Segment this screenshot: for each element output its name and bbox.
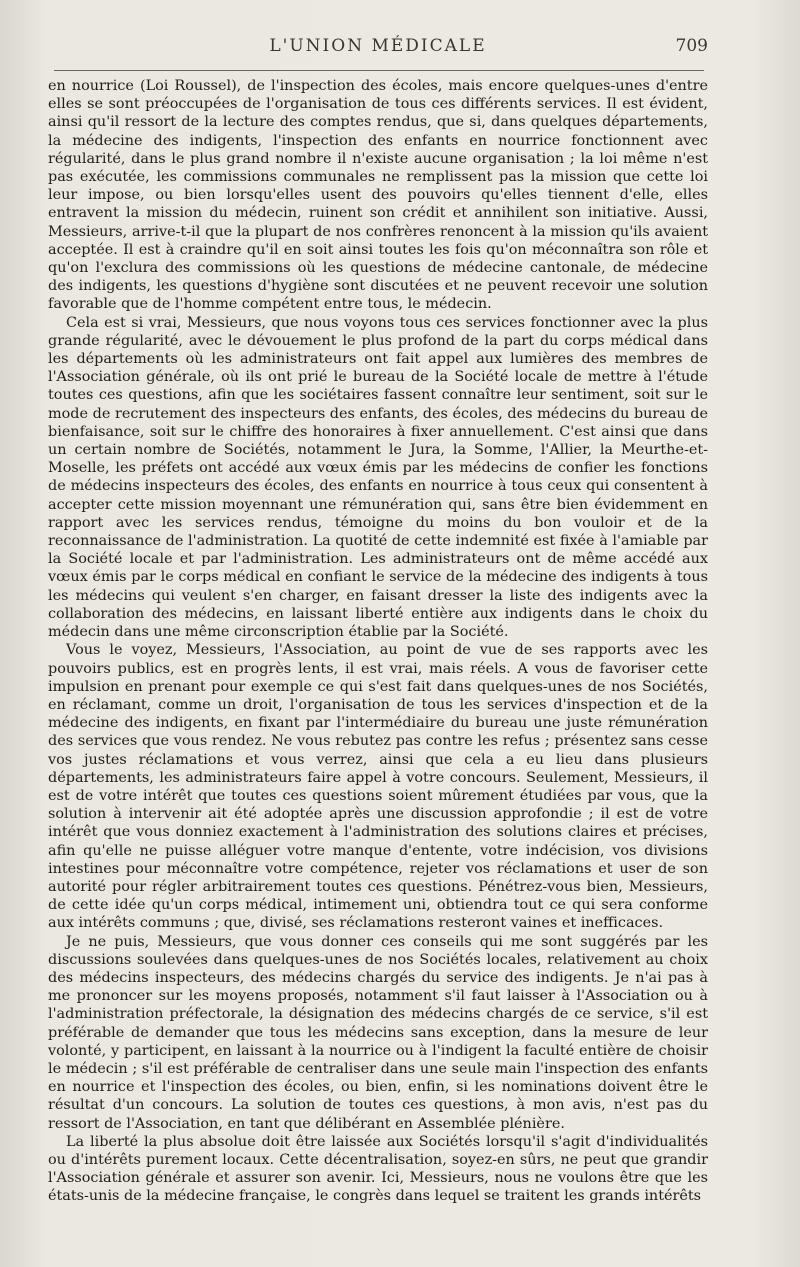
- paragraph-3: Vous le voyez, Messieurs, l'Association, au point de vue de ses rapports avec les pouvoirs publics, est en progrès lents, il est vrai, mais réels. A vous de favoriser cette impulsion en prenant pour exemple ce qui s'est fait dans quelques-unes de nos Sociétés, en réclamant, comme un droit, l'organisation de tous les services d'inspection et de la médecine des indigents, en fixant par l'intermédiaire du bureau une juste rémunération des services que vous rendez. Ne vous rebutez pas contre les refus ; présentez sans cesse vos justes réclamations et vous verrez, ainsi que cela a eu lieu dans plusieurs départements, les administrateurs faire appel à votre concours. Seulement, Messieurs, il est de votre intérêt que toutes ces questions soient mûrement étudiées par vous, que la solution à intervenir ait été adoptée après une discussion approfondie ; il est de votre intérêt que vous donniez exactement à l'administration des solutions claires et précises, afin qu'elle ne puisse alléguer votre manque d'entente, votre indécision, vos divisions intestines pour méconnaître votre compétence, rejeter vos réclamations et user de son autorité pour régler arbitrairement toutes ces questions. Pénétrez-vous bien, Messieurs, de cette idée qu'un corps médical, intimement uni, obtiendra tout ce qui sera conforme aux intérêts communs ; que, divisé, ses réclamations resteront vaines et inefficaces.: [48, 642, 708, 932]
- page-header: [48, 36, 708, 66]
- header-rule: [54, 70, 704, 71]
- paragraph-2: Cela est si vrai, Messieurs, que nous voyons tous ces services fonctionner avec la plus grande régularité, avec le dévouement le plus profond de la part du corps médical dans les départements où les administrateurs ont fait appel aux lumières des membres de l'Association générale, où ils ont prié le bureau de la Société locale de mettre à l'étude toutes ces questions, afin que les sociétaires fassent connaître leur sentiment, soit sur le mode de recrutement des inspecteurs des enfants, des écoles, des médecins du bureau de bienfaisance, soit sur le chiffre des honoraires à fixer annuellement. C'est ainsi que dans un certain nombre de Sociétés, notamment le Jura, la Somme, l'Allier, la Meurthe-et-Moselle, les préfets ont accédé aux vœux émis par les médecins de confier les fonctions de médecins inspecteurs des écoles, des enfants en nourrice à tous ceux qui consentent à accepter cette mission moyennant une rémunération qui, sans être bien évidemment en rapport avec les services rendus, témoigne du moins du bon vouloir et de la reconnaissance de l'administration. La quotité de cette indemnité est fixée à l'amiable par la Société locale et par l'administration. Les administrateurs ont de même accédé aux vœux émis par le corps médical en confiant le service de la médecine des indigents à tous les médecins qui veulent s'en charger, en faisant dresser la liste des indigents avec la collaboration des médecins, en laissant liberté entière aux indigents dans le choix du médecin dans une même circonscription établie par la Société.: [48, 314, 708, 641]
- running-title: L'UNION MÉDICALE: [269, 36, 487, 56]
- paragraph-4: Je ne puis, Messieurs, que vous donner ces conseils qui me sont suggérés par les discussions soulevées dans quelques-unes de nos Sociétés locales, relativement au choix des médecins inspecteurs, des médecins chargés du service des indigents. Je n'ai pas à me prononcer sur les moyens proposés, notamment s'il faut laisser à l'Association ou à l'administration préfectorale, la désignation des médecins chargés de ce service, s'il est préférable de demander que tous les médecins sans exception, dans la mesure de leur volonté, y participent, en laissant à la nourrice ou à l'indigent la faculté entière de choisir le médecin ; s'il est préférable de centraliser dans une seule main l'inspection des enfants en nourrice et l'inspection des écoles, ou bien, enfin, si les nominations doivent être le résultat d'un concours. La solution de toutes ces questions, à mon avis, n'est pas du ressort de l'Association, en tant que délibérant en Assemblée plénière.: [48, 933, 708, 1132]
- paragraph-1: en nourrice (Loi Roussel), de l'inspection des écoles, mais encore quelques-unes d'entre elles se sont préoccupées de l'organisation de tous ces différents services. Il est évident, ainsi qu'il ressort de la lecture des comptes rendus, que si, dans quelques départements, la médecine des indigents, l'inspection des enfants en nourrice fonctionnent avec régularité, dans le plus grand nombre il n'existe aucune organisation ; la loi même n'est pas exécutée, les commissions communales ne remplissent pas la mission que cette loi leur impose, ou bien lorsqu'elles usent des pouvoirs qu'elles tiennent d'elle, elles entravent la mission du médecin, ruinent son crédit et annihilent son initiative. Aussi, Messieurs, arrive-t-il que la plupart de nos confrères renoncent à la mission qu'ils avaient acceptée. Il est à craindre qu'il en soit ainsi toutes les fois qu'on méconnaîtra son rôle et qu'on l'exclura des commissions où les questions de médecine cantonale, de médecine des indigents, les questions d'hygiène sont discutées et ne peuvent recevoir une solution favorable que de l'homme compétent entre tous, le médecin.: [48, 78, 708, 313]
- page-number: 709: [675, 36, 708, 56]
- paragraph-5: La liberté la plus absolue doit être laissée aux Sociétés lorsqu'il s'agit d'individualités ou d'intérêts purement locaux. Cette décentralisation, soyez-en sûrs, ne peut que grandir l'Association générale et assurer son avenir. Ici, Messieurs, nous ne voulons être que les états-unis de la médecine française, le congrès dans lequel se traitent les grands intérêts: [48, 1133, 708, 1205]
- body-text: [48, 77, 708, 1206]
